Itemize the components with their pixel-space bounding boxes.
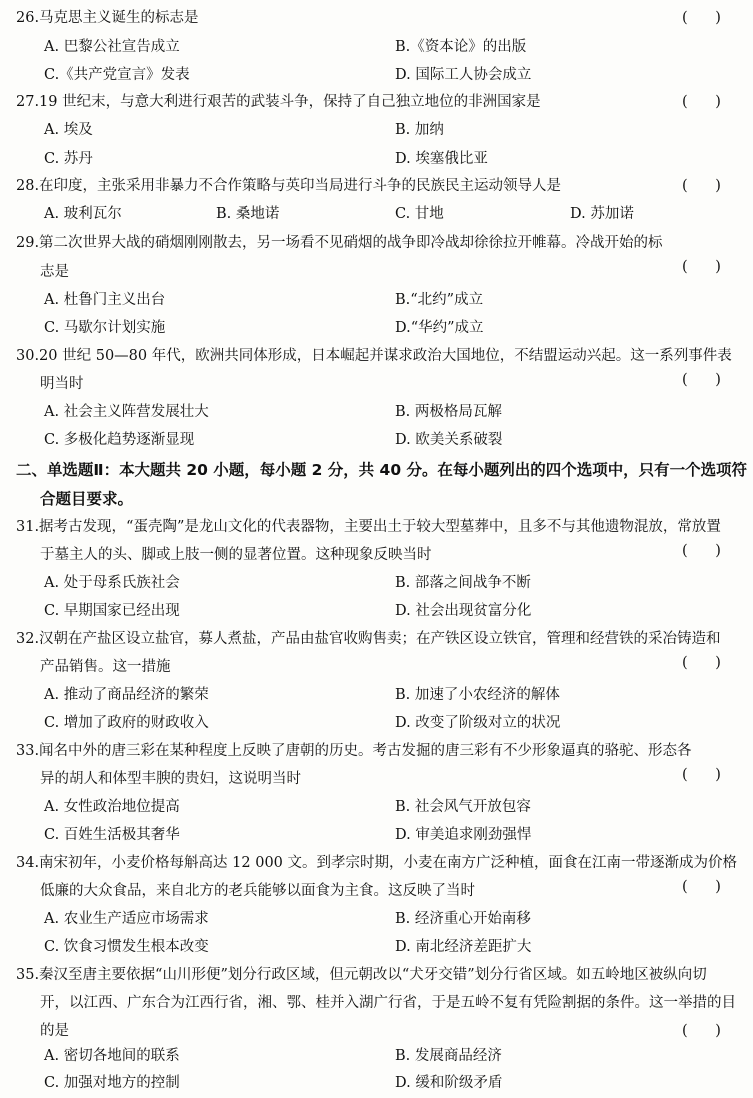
answer-blank-26[interactable]: ( ) (682, 10, 721, 26)
q32-option-c[interactable]: C. 增加了政府的财政收入 (44, 715, 209, 731)
q32-option-a[interactable]: A. 推动了商品经济的繁荣 (44, 687, 209, 703)
q29-option-d[interactable]: D.“华约”成立 (395, 320, 484, 336)
q26-option-d[interactable]: D. 国际工人协会成立 (395, 67, 532, 83)
question-29-stem-line2: 志是 (40, 264, 69, 280)
q31-option-c[interactable]: C. 早期国家已经出现 (44, 603, 180, 619)
q33-option-b[interactable]: B. 社会风气开放包容 (395, 799, 531, 815)
answer-blank-31[interactable]: ( ) (682, 543, 721, 559)
q33-option-d[interactable]: D. 审美追求刚劲强悍 (395, 827, 532, 843)
section-heading-line1: 二、单选题Ⅱ：本大题共 20 小题，每小题 2 分，共 40 分。在每小题列出的四个选项中，只有一个选项符 (16, 461, 748, 479)
question-32-stem-line1: 32.汉朝在产盐区设立盐官，募人煮盐，产品由盐官收购售卖；在产铁区设立铁官，管理和经营铁的采冶铸造和 (16, 631, 721, 647)
q27-option-c[interactable]: C. 苏丹 (44, 151, 93, 167)
q28-option-a[interactable]: A. 玻利瓦尔 (44, 206, 122, 222)
q26-option-b[interactable]: B.《资本论》的出版 (395, 39, 527, 55)
q29-option-a[interactable]: A. 杜鲁门主义出台 (44, 292, 166, 308)
question-30-stem-line2: 明当时 (40, 376, 84, 392)
q35-option-c[interactable]: C. 加强对地方的控制 (44, 1075, 180, 1091)
question-33-stem-line2: 异的胡人和体型丰腴的贵妇，这说明当时 (40, 771, 301, 787)
question-35-stem-line3: 的是 (40, 1023, 69, 1039)
q27-option-a[interactable]: A. 埃及 (44, 122, 93, 138)
q28-option-d[interactable]: D. 苏加诺 (570, 206, 634, 222)
q35-option-a[interactable]: A. 密切各地间的联系 (44, 1048, 180, 1064)
q29-option-b[interactable]: B.“北约”成立 (395, 292, 484, 308)
question-31-stem-line2: 于墓主人的头、脚或上肢一侧的显著位置。这种现象反映当时 (40, 547, 432, 563)
question-26-stem: 26.马克思主义诞生的标志是 (16, 10, 199, 26)
q34-option-c[interactable]: C. 饮食习惯发生根本改变 (44, 939, 209, 955)
question-33-stem-line1: 33.闻名中外的唐三彩在某种程度上反映了唐朝的历史。考古发掘的唐三彩有不少形象逼真的骆驼、形态各 (16, 743, 692, 759)
q34-option-b[interactable]: B. 经济重心开始南移 (395, 911, 531, 927)
question-34-stem-line2: 低廉的大众食品，来自北方的老兵能够以面食为主食。这反映了当时 (40, 883, 475, 899)
q31-option-d[interactable]: D. 社会出现贫富分化 (395, 603, 532, 619)
q31-option-a[interactable]: A. 处于母系氏族社会 (44, 575, 180, 591)
q28-option-b[interactable]: B. 桑地诺 (216, 206, 280, 222)
answer-blank-28[interactable]: ( ) (682, 178, 721, 194)
q27-option-d[interactable]: D. 埃塞俄比亚 (395, 151, 488, 167)
q26-option-c[interactable]: C.《共产党宣言》发表 (44, 67, 190, 83)
q30-option-a[interactable]: A. 社会主义阵营发展壮大 (44, 404, 209, 420)
answer-blank-29[interactable]: ( ) (682, 259, 721, 275)
answer-blank-33[interactable]: ( ) (682, 767, 721, 783)
q33-option-a[interactable]: A. 女性政治地位提高 (44, 799, 180, 815)
answer-blank-30[interactable]: ( ) (682, 372, 721, 388)
q34-option-d[interactable]: D. 南北经济差距扩大 (395, 939, 532, 955)
question-29-stem-line1: 29.第二次世界大战的硝烟刚刚散去，另一场看不见硝烟的战争即冷战却徐徐拉开帷幕。冷战开始的标 (16, 235, 663, 251)
question-35-stem-line1: 35.秦汉至唐主要依据“山川形便”划分行政区域，但元朝改以“犬牙交错”划分行省区域。如五岭地区被纵向切 (16, 967, 707, 983)
q27-option-b[interactable]: B. 加纳 (395, 122, 444, 138)
answer-blank-32[interactable]: ( ) (682, 655, 721, 671)
answer-blank-27[interactable]: ( ) (682, 94, 721, 110)
q31-option-b[interactable]: B. 部落之间战争不断 (395, 575, 531, 591)
question-34-stem-line1: 34.南宋初年，小麦价格每斛高达 12 000 文。到孝宗时期，小麦在南方广泛种植，面食在江南一带逐渐成为价格 (16, 855, 738, 871)
question-28-stem: 28.在印度，主张采用非暴力不合作策略与英印当局进行斗争的民族民主运动领导人是 (16, 178, 562, 194)
question-30-stem-line1: 30.20 世纪 50—80 年代，欧洲共同体形成，日本崛起并谋求政治大国地位，不结盟运动兴起。这一系列事件表 (16, 348, 732, 364)
q32-option-d[interactable]: D. 改变了阶级对立的状况 (395, 715, 561, 731)
answer-blank-34[interactable]: ( ) (682, 879, 721, 895)
q32-option-b[interactable]: B. 加速了小农经济的解体 (395, 687, 560, 703)
q34-option-a[interactable]: A. 农业生产适应市场需求 (44, 911, 209, 927)
question-35-stem-line2: 开，以江西、广东合为江西行省，湘、鄂、桂并入湖广行省，于是五岭不复有凭险割据的条件。这一举措的目 (40, 995, 736, 1011)
q26-option-a[interactable]: A. 巴黎公社宣告成立 (44, 39, 180, 55)
q35-option-d[interactable]: D. 缓和阶级矛盾 (395, 1075, 503, 1091)
question-27-stem: 27.19 世纪末，与意大利进行艰苦的武装斗争，保持了自己独立地位的非洲国家是 (16, 94, 541, 110)
q30-option-d[interactable]: D. 欧美关系破裂 (395, 432, 503, 448)
answer-blank-35[interactable]: ( ) (682, 1023, 721, 1039)
q35-option-b[interactable]: B. 发展商品经济 (395, 1048, 502, 1064)
q29-option-c[interactable]: C. 马歇尔计划实施 (44, 320, 166, 336)
q30-option-c[interactable]: C. 多极化趋势逐渐显现 (44, 432, 195, 448)
question-31-stem-line1: 31.据考古发现，“蛋壳陶”是龙山文化的代表器物，主要出土于较大型墓葬中，且多不与其他遗物混放，常放置 (16, 519, 721, 535)
section-heading-line2: 合题目要求。 (40, 490, 134, 508)
q33-option-c[interactable]: C. 百姓生活极其奢华 (44, 827, 180, 843)
q30-option-b[interactable]: B. 两极格局瓦解 (395, 404, 502, 420)
q28-option-c[interactable]: C. 甘地 (395, 206, 444, 222)
question-32-stem-line2: 产品销售。这一措施 (40, 659, 171, 675)
